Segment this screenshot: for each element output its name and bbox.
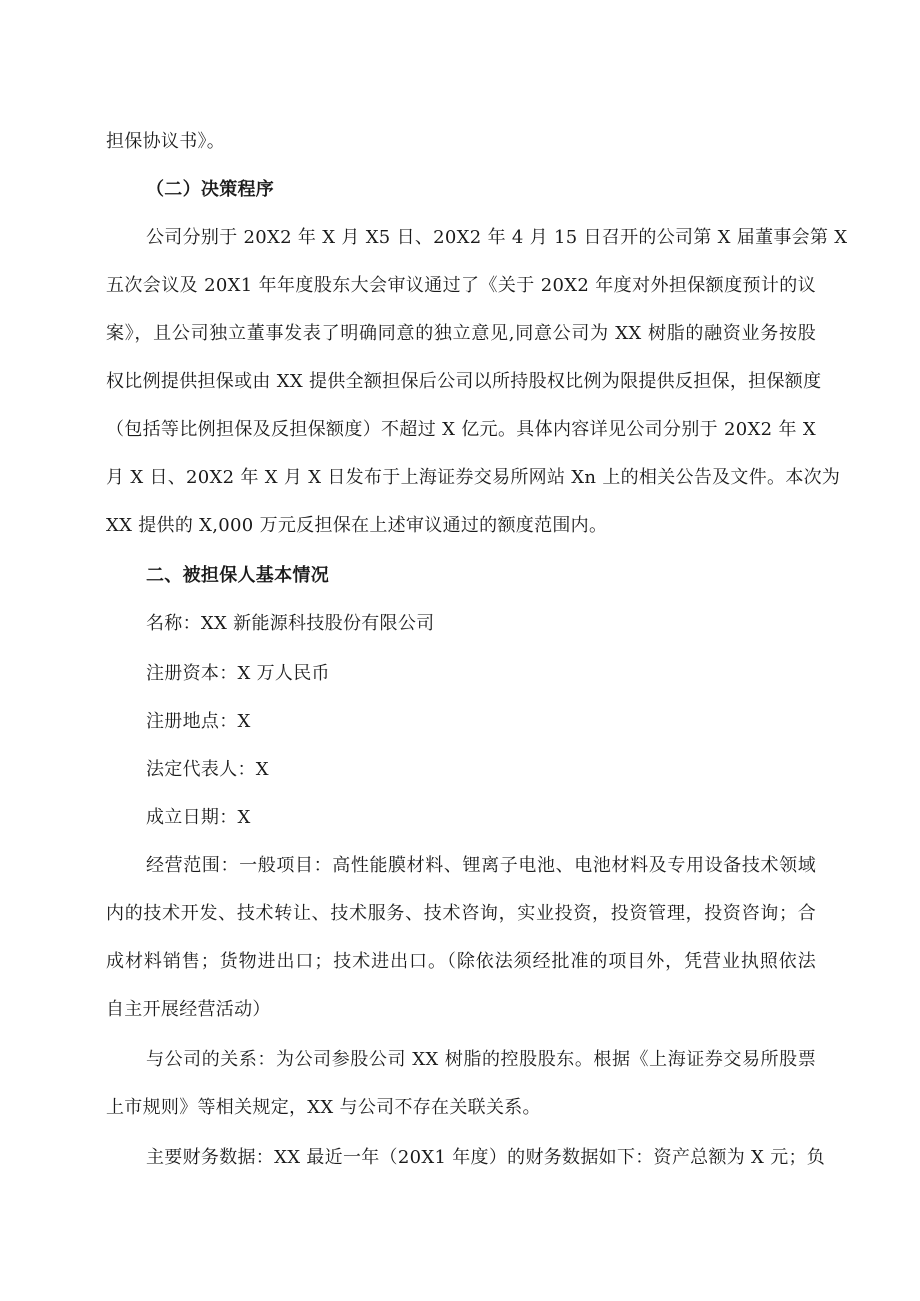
section-heading-decision: （二）决策程序 — [146, 179, 275, 200]
paragraph-line: 月 X 日、20X2 年 X 月 X 日发布于上海证券交易所网站 Xn 上的相关公告及文件。本次为 — [106, 467, 841, 488]
paragraph-decision — [106, 226, 848, 562]
paragraph-line: 内的技术开发、技术转让、技术服务、技术咨询，实业投资，投资管理，投资咨询；合 — [106, 903, 816, 924]
paragraph-line: XX 提供的 X,000 万元反担保在上述审议通过的额度范围内。 — [106, 515, 608, 536]
registered-capital: 注册资本：X 万人民币 — [146, 663, 330, 684]
paragraph-line: 案》，且公司独立董事发表了明确同意的独立意见,同意公司为 XX 树脂的融资业务按股 — [106, 323, 816, 344]
legal-representative: 法定代表人：X — [146, 759, 269, 780]
paragraph-line: 自主开展经营活动） — [106, 999, 271, 1020]
registered-location: 注册地点：X — [146, 711, 251, 732]
paragraph-financial-data — [106, 1146, 826, 1194]
section-heading-guaranteed: 二、被担保人基本情况 — [146, 565, 329, 586]
paragraph-line: 公司分别于 20X2 年 X 月 X5 日、20X2 年 4 月 15 日召开的公司第 X 届董事会第 X — [146, 227, 848, 248]
paragraph-business-scope — [106, 854, 816, 1046]
establishment-date: 成立日期：X — [146, 807, 251, 828]
paragraph-line: 成材料销售；货物进出口；技术进出口。（除依法须经批准的项目外，凭营业执照依法 — [106, 951, 816, 972]
paragraph-line: 主要财务数据：XX 最近一年（20X1 年度）的财务数据如下：资产总额为 X 元；负 — [146, 1147, 826, 1168]
paragraph-line: 上市规则》等相关规定，XX 与公司不存在关联关系。 — [106, 1097, 541, 1118]
company-name: 名称：XX 新能源科技股份有限公司 — [146, 613, 435, 634]
paragraph-line: 权比例提供担保或由 XX 提供全额担保后公司以所持股权比例为限提供反担保，担保额度 — [106, 371, 822, 392]
paragraph-line: （包括等比例担保及反担保额度）不超过 X 亿元。具体内容详见公司分别于 20X2 年 X — [106, 419, 816, 440]
paragraph-line: 五次会议及 20X1 年年度股东大会审议通过了《关于 20X2 年度对外担保额度预计的议 — [106, 275, 816, 296]
paragraph-line: 经营范围：一般项目：高性能膜材料、锂离子电池、电池材料及专用设备技术领域 — [146, 855, 816, 876]
continued-line: 担保协议书》。 — [106, 131, 226, 152]
paragraph-relationship — [106, 1048, 816, 1144]
paragraph-line: 与公司的关系：为公司参股公司 XX 树脂的控股股东。根据《上海证券交易所股票 — [146, 1049, 816, 1070]
